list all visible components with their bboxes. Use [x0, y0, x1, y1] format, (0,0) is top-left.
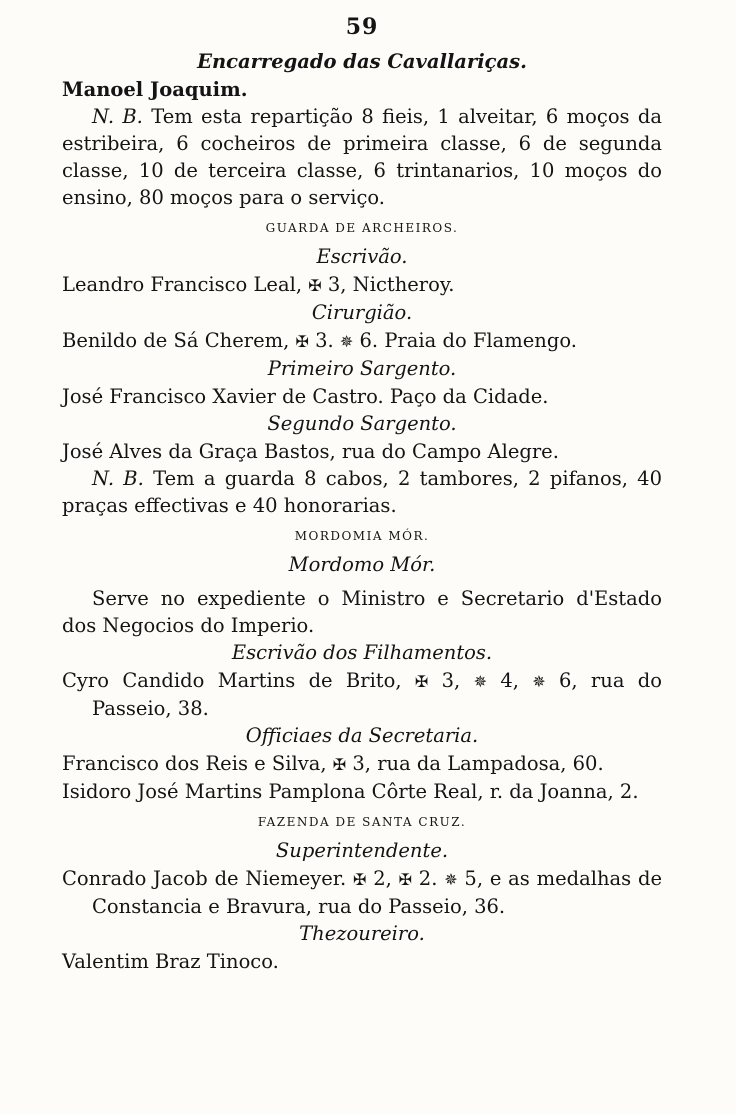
caps-guarda-archeiros: GUARDA DE ARCHEIROS. [265, 221, 459, 235]
entry-address: rua da Lampadosa, 60. [371, 752, 604, 775]
entry-name: Francisco dos Reis e Silva, [62, 752, 327, 775]
star-order-icon: ✵ [444, 870, 458, 889]
cross-order-icon: ✠ [295, 332, 309, 351]
entry-name: Leandro Francisco Leal, [62, 273, 303, 296]
entry-name: José Francisco Xavier de Castro. [62, 385, 384, 408]
order-grade: 2, [366, 867, 392, 890]
heading-primeiro-sargento: Primeiro Sargento. [267, 357, 457, 380]
note-cavallaricas [62, 103, 662, 211]
note-guarda [62, 465, 662, 519]
order-grade: 3, [428, 669, 461, 692]
heading-superintendente: Superintendente. [275, 839, 449, 862]
heading-officiaes: Officiaes da Secretaria. [245, 724, 479, 747]
entry-address: rua do Campo Alegre. [335, 440, 559, 463]
heading-cirurgiao: Cirurgião. [311, 301, 413, 324]
entry-manoel-joaquim: Manoel Joaquim. [62, 78, 248, 101]
page-number: 59 [345, 14, 379, 40]
order-grade: 6, [545, 669, 578, 692]
entry-isidoro [62, 778, 662, 805]
entry-francisco-reis [62, 750, 662, 778]
cross-order-icon: ✠ [414, 672, 429, 691]
note-text: Tem a guarda 8 cabos, 2 tambores, 2 pifanos, 40 praças effectivas e 40 honorarias. [62, 467, 662, 517]
nb-label: N. B. [92, 467, 144, 490]
entry-jose-xavier [62, 383, 662, 410]
entry-benildo [62, 327, 662, 355]
entry-address: e as medalhas de Constancia e Bravura, rua do Passeio, 36. [92, 867, 662, 918]
caps-mordomia-mor: MORDOMIA MÓR. [294, 529, 430, 543]
heading-escrivao: Escrivão. [316, 245, 408, 268]
heading-cavallaricas: Encarregado das Cavallariças. [197, 50, 527, 73]
order-grade: 3, [346, 752, 371, 775]
cross-order-icon: ✠ [398, 870, 413, 889]
note-text: Tem esta repartição 8 fieis, 1 alveitar, 6 moços da estribeira, 6 cocheiros de primeira classe, 6 de segunda classe, 10 de terceira classe, 6 trintanarios, 10 moços do ensino, 80 moços para o serviço. [62, 105, 662, 209]
entry-name: Isidoro José Martins Pamplona Côrte Real, [62, 780, 484, 803]
cross-order-icon: ✠ [332, 755, 347, 774]
order-grade: 2. [412, 867, 438, 890]
star-order-icon: ✵ [339, 332, 354, 351]
order-grade: 4, [487, 669, 519, 692]
nb-label: N. B. [92, 105, 143, 128]
entry-name: José Alves da Graça Bastos, [62, 440, 336, 463]
order-grade: 3, [321, 273, 347, 296]
star-order-icon: ✵ [532, 672, 546, 691]
entry-name: Benildo de Sá Cherem, [62, 329, 290, 352]
star-order-icon: ✵ [473, 672, 487, 691]
entry-address: Nictheroy. [346, 273, 455, 296]
order-grade: 3. [308, 329, 334, 352]
entry-name: Cyro Candido Martins de Brito, [62, 669, 402, 692]
entry-jose-alves [62, 438, 662, 465]
entry-address: rua do Passeio, 38. [92, 669, 662, 720]
entry-address: r. da Joanna, 2. [483, 780, 639, 803]
heading-segundo-sargento: Segundo Sargento. [267, 412, 457, 435]
para-mordomo: Serve no expediente o Ministro e Secretario d'Estado dos Negocios do Imperio. [62, 587, 662, 637]
heading-escrivao-filhamentos: Escrivão dos Filhamentos. [231, 641, 493, 664]
order-grade: 6. [353, 329, 379, 352]
cross-order-icon: ✠ [308, 276, 322, 295]
caps-fazenda-santa-cruz: FAZENDA DE SANTA CRUZ. [257, 815, 467, 829]
entry-address: Praia do Flamengo. [378, 329, 577, 352]
entry-valentim: Valentim Braz Tinoco. [62, 950, 279, 973]
entry-leandro [62, 271, 662, 299]
entry-name: Conrado Jacob de Niemeyer. [62, 867, 347, 890]
entry-address: Paço da Cidade. [383, 385, 549, 408]
entry-cyro [62, 667, 662, 722]
entry-conrado [62, 865, 662, 920]
order-grade: 5, [457, 867, 484, 890]
cross-order-icon: ✠ [353, 870, 367, 889]
heading-thezoureiro: Thezoureiro. [299, 922, 425, 945]
heading-mordomo-mor: Mordomo Mór. [288, 553, 436, 576]
